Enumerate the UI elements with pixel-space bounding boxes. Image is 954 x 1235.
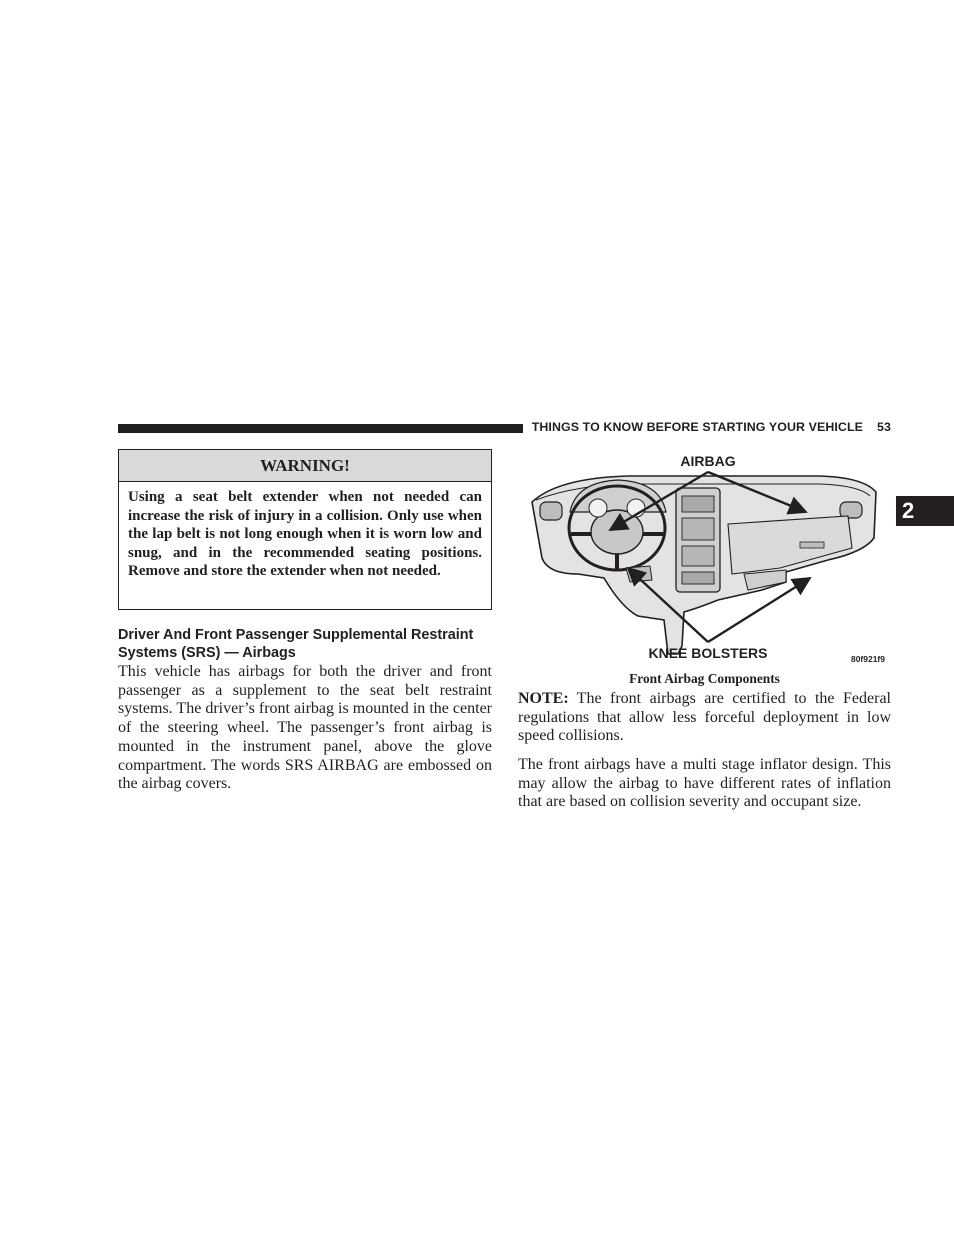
figure-code: 80f921f9	[850, 654, 885, 664]
figure-caption: Front Airbag Components	[629, 671, 780, 686]
section-heading: Driver And Front Passenger Supplemental Restraint Systems (SRS) — Airbags	[118, 627, 474, 662]
warning-title: WARNING!	[119, 450, 491, 482]
warning-box	[118, 449, 492, 610]
header-rule	[118, 424, 523, 433]
front-airbag-figure	[518, 450, 891, 670]
dashboard-illustration	[518, 450, 891, 670]
warning-body: Using a seat belt extender when not needed can increase the risk of injury in a collision. Only use when the lap belt is not long enough when it is worn low and snug, and in the recommended seating positions. Remove and store the extender when not needed.	[128, 489, 482, 580]
chapter-tab: 2	[896, 496, 954, 526]
airbag-label: AIRBAG	[680, 453, 736, 469]
note-paragraph	[518, 690, 891, 746]
inflator-paragraph: The front airbags have a multi stage inflator design. This may allow the airbag to have different rates of inflation that are based on collision severity and occupant size.	[518, 756, 891, 811]
header-section-title: THINGS TO KNOW BEFORE STARTING YOUR VEHICLE	[531, 420, 864, 434]
running-header	[533, 420, 891, 434]
note-label: NOTE:	[518, 690, 569, 707]
airbag-description-paragraph: This vehicle has airbags for both the driver and front passenger as a supplement to the seat belt restraint systems. The driver’s front airbag is mounted in the center of the steering wheel. The passenger’s front airbag is mounted in the instrument panel, above the glove compartment. The words SRS AIRBAG are embossed on the airbag covers.	[118, 663, 492, 793]
knee-bolsters-label: KNEE BOLSTERS	[648, 645, 768, 661]
page-number: 53	[877, 420, 891, 434]
note-text: The front airbags are certified to the Federal regulations that allow less forceful deployment in low speed collisions.	[518, 690, 891, 745]
